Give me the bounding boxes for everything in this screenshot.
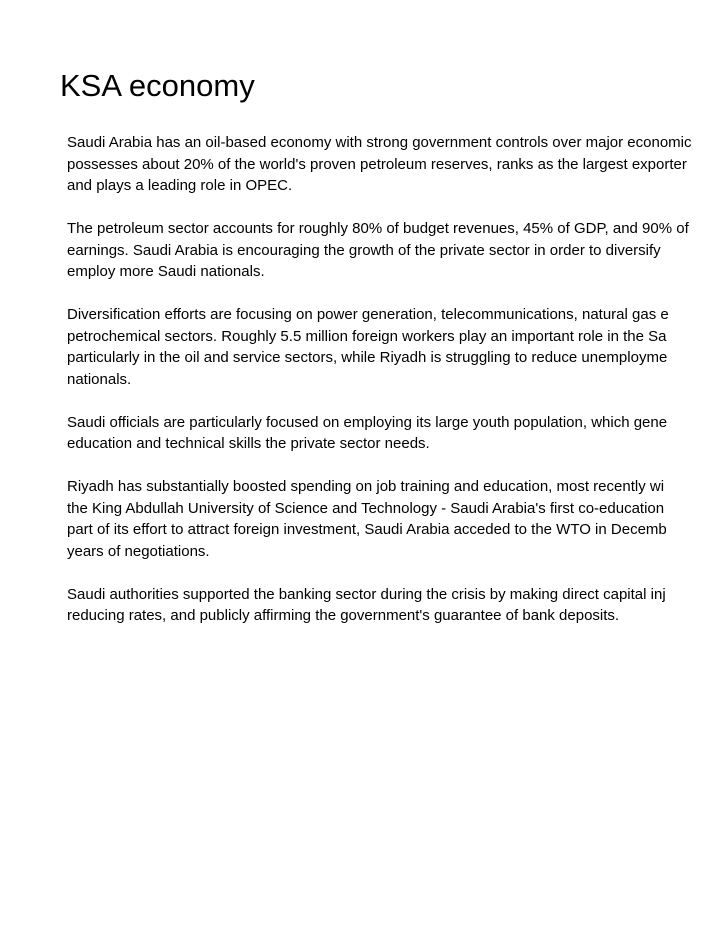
paragraph-petroleum-sector: [67, 218, 728, 283]
text-line: Saudi authorities supported the banking sector during the crisis by making direct capital inj: [67, 585, 666, 603]
text-line: nationals.: [67, 370, 132, 388]
text-line: earnings. Saudi Arabia is encouraging the growth of the private sector in order to diversify: [67, 241, 661, 259]
slide-title: KSA economy: [60, 68, 255, 103]
paragraph-diversification: [67, 304, 728, 390]
paragraph-job-training: [67, 476, 728, 562]
paragraph-banking-sector: [67, 584, 728, 627]
text-line: Diversification efforts are focusing on power generation, telecommunications, natural gas e: [67, 306, 669, 323]
text-line: employ more Saudi nationals.: [67, 263, 265, 280]
text-line: part of its effort to attract foreign investment, Saudi Arabia acceded to the WTO in Decemb: [67, 521, 667, 538]
text-line: reducing rates, and publicly affirming the government's guarantee of bank deposits.: [67, 607, 620, 624]
text-line: Saudi officials are particularly focused on employing its large youth population, which gene: [67, 413, 668, 431]
text-line: education and technical skills the private sector needs.: [67, 435, 430, 452]
text-line: the King Abdullah University of Science and Technology - Saudi Arabia's first co-education: [67, 499, 665, 517]
text-line: possesses about 20% of the world's proven petroleum reserves, ranks as the largest exporter: [67, 155, 687, 173]
slide-body: [67, 132, 728, 648]
text-line: The petroleum sector accounts for roughly 80% of budget revenues, 45% of GDP, and 90% of: [67, 220, 689, 237]
text-line: particularly in the oil and service sectors, while Riyadh is struggling to reduce unemployme: [67, 349, 668, 366]
text-line: years of negotiations.: [67, 542, 210, 560]
text-line: Riyadh has substantially boosted spending on job training and education, most recently wi: [67, 478, 665, 495]
paragraph-oil-economy: [67, 132, 728, 197]
paragraph-youth-population: [67, 412, 728, 455]
text-line: and plays a leading role in OPEC.: [67, 177, 293, 194]
text-line: Saudi Arabia has an oil-based economy with strong government controls over major economic: [67, 134, 692, 151]
text-line: petrochemical sectors. Roughly 5.5 million foreign workers play an important role in the Sa: [67, 327, 667, 345]
